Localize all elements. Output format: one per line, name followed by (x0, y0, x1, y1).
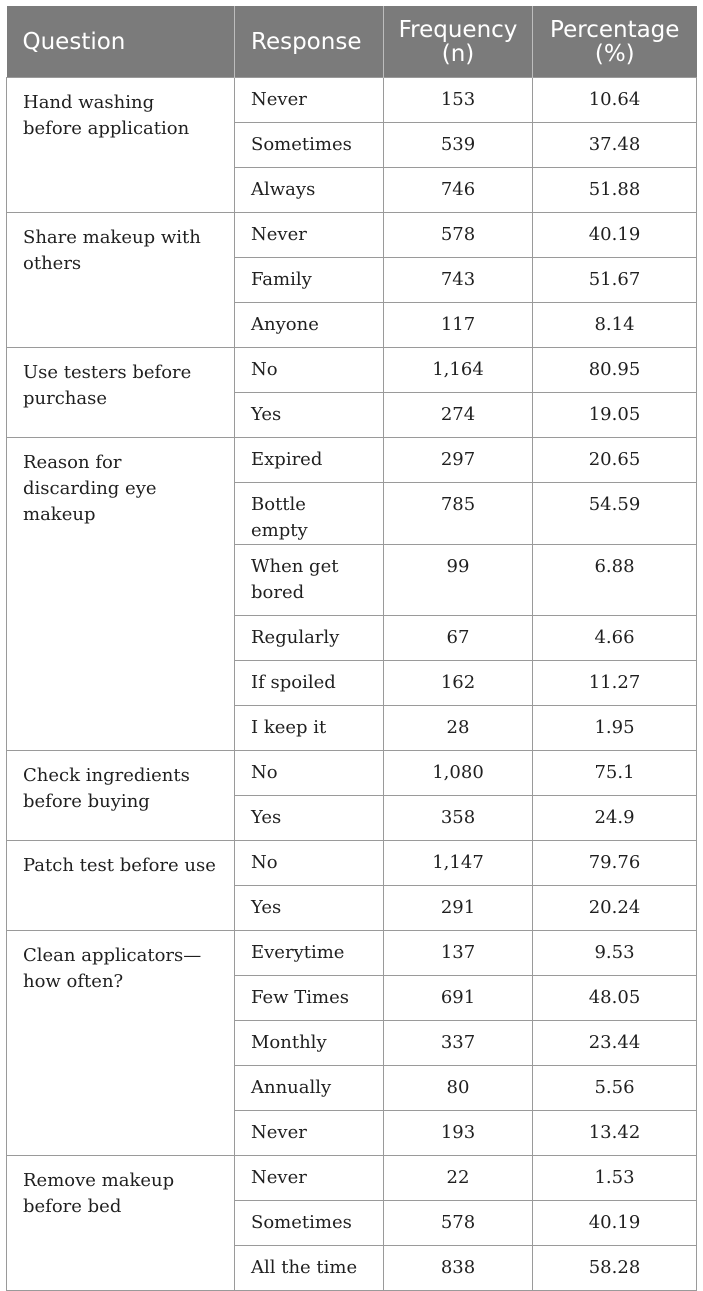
frequency-cell: 539 (384, 123, 533, 168)
percentage-cell: 40.19 (533, 213, 697, 258)
frequency-cell: 691 (384, 976, 533, 1021)
frequency-cell: 162 (384, 661, 533, 706)
frequency-cell: 578 (384, 213, 533, 258)
frequency-cell: 291 (384, 886, 533, 931)
percentage-cell: 11.27 (533, 661, 697, 706)
response-cell: Never (235, 1156, 384, 1201)
response-cell: No (235, 348, 384, 393)
percentage-cell: 9.53 (533, 931, 697, 976)
percentage-cell: 79.76 (533, 841, 697, 886)
frequency-cell: 153 (384, 78, 533, 123)
question-cell: Check ingredients before buying (7, 751, 235, 841)
percentage-cell: 20.65 (533, 438, 697, 483)
table-row (7, 931, 697, 976)
response-cell: No (235, 841, 384, 886)
percentage-cell: 80.95 (533, 348, 697, 393)
percentage-cell: 51.67 (533, 258, 697, 303)
frequency-cell: 117 (384, 303, 533, 348)
table-row (7, 1156, 697, 1201)
table-row (7, 78, 697, 123)
percentage-cell: 54.59 (533, 483, 697, 545)
response-cell: Few Times (235, 976, 384, 1021)
frequency-cell: 1,080 (384, 751, 533, 796)
question-cell: Share makeup with others (7, 213, 235, 348)
percentage-cell: 75.1 (533, 751, 697, 796)
response-cell: Never (235, 213, 384, 258)
response-cell: Sometimes (235, 1201, 384, 1246)
frequency-cell: 193 (384, 1111, 533, 1156)
frequency-cell: 28 (384, 706, 533, 751)
frequency-cell: 743 (384, 258, 533, 303)
frequency-cell: 1,164 (384, 348, 533, 393)
question-cell: Clean applicators—how often? (7, 931, 235, 1156)
header-frequency: Frequency (n) (384, 6, 533, 78)
table-row (7, 438, 697, 483)
percentage-cell: 6.88 (533, 545, 697, 616)
table-header (7, 6, 697, 78)
frequency-cell: 80 (384, 1066, 533, 1111)
frequency-cell: 358 (384, 796, 533, 841)
table-row (7, 751, 697, 796)
frequency-cell: 578 (384, 1201, 533, 1246)
table-row (7, 841, 697, 886)
percentage-cell: 1.53 (533, 1156, 697, 1201)
response-cell: Anyone (235, 303, 384, 348)
table-row (7, 348, 697, 393)
frequency-cell: 137 (384, 931, 533, 976)
percentage-cell: 40.19 (533, 1201, 697, 1246)
response-cell: All the time (235, 1246, 384, 1291)
response-cell: If spoiled (235, 661, 384, 706)
response-cell: No (235, 751, 384, 796)
frequency-cell: 785 (384, 483, 533, 545)
response-cell: Family (235, 258, 384, 303)
percentage-cell: 48.05 (533, 976, 697, 1021)
frequency-cell: 1,147 (384, 841, 533, 886)
response-cell: Yes (235, 393, 384, 438)
percentage-cell: 58.28 (533, 1246, 697, 1291)
table-row (7, 213, 697, 258)
header-question: Question (7, 6, 235, 78)
question-cell: Hand washing before application (7, 78, 235, 213)
response-cell: Sometimes (235, 123, 384, 168)
frequency-cell: 22 (384, 1156, 533, 1201)
percentage-cell: 10.64 (533, 78, 697, 123)
frequency-cell: 297 (384, 438, 533, 483)
response-cell: Always (235, 168, 384, 213)
header-percentage: Percentage (%) (533, 6, 697, 78)
response-cell: Annually (235, 1066, 384, 1111)
question-cell: Reason for discarding eye makeup (7, 438, 235, 751)
percentage-cell: 1.95 (533, 706, 697, 751)
percentage-cell: 20.24 (533, 886, 697, 931)
percentage-cell: 24.9 (533, 796, 697, 841)
question-cell: Use testers before purchase (7, 348, 235, 438)
table-body (7, 78, 697, 1291)
response-cell: Regularly (235, 616, 384, 661)
frequency-table (6, 6, 697, 1291)
percentage-cell: 8.14 (533, 303, 697, 348)
frequency-cell: 99 (384, 545, 533, 616)
response-cell: Bottle empty (235, 483, 384, 545)
frequency-cell: 746 (384, 168, 533, 213)
response-cell: Yes (235, 886, 384, 931)
response-cell: Everytime (235, 931, 384, 976)
frequency-cell: 838 (384, 1246, 533, 1291)
frequency-cell: 337 (384, 1021, 533, 1066)
percentage-cell: 23.44 (533, 1021, 697, 1066)
percentage-cell: 51.88 (533, 168, 697, 213)
response-cell: I keep it (235, 706, 384, 751)
question-cell: Remove makeup before bed (7, 1156, 235, 1291)
header-row (7, 6, 697, 78)
frequency-cell: 67 (384, 616, 533, 661)
response-cell: Monthly (235, 1021, 384, 1066)
response-cell: Yes (235, 796, 384, 841)
response-cell: Never (235, 78, 384, 123)
frequency-cell: 274 (384, 393, 533, 438)
percentage-cell: 37.48 (533, 123, 697, 168)
percentage-cell: 19.05 (533, 393, 697, 438)
percentage-cell: 5.56 (533, 1066, 697, 1111)
response-cell: Never (235, 1111, 384, 1156)
question-cell: Patch test before use (7, 841, 235, 931)
percentage-cell: 13.42 (533, 1111, 697, 1156)
header-response: Response (235, 6, 384, 78)
percentage-cell: 4.66 (533, 616, 697, 661)
response-cell: Expired (235, 438, 384, 483)
response-cell: When get bored (235, 545, 384, 616)
